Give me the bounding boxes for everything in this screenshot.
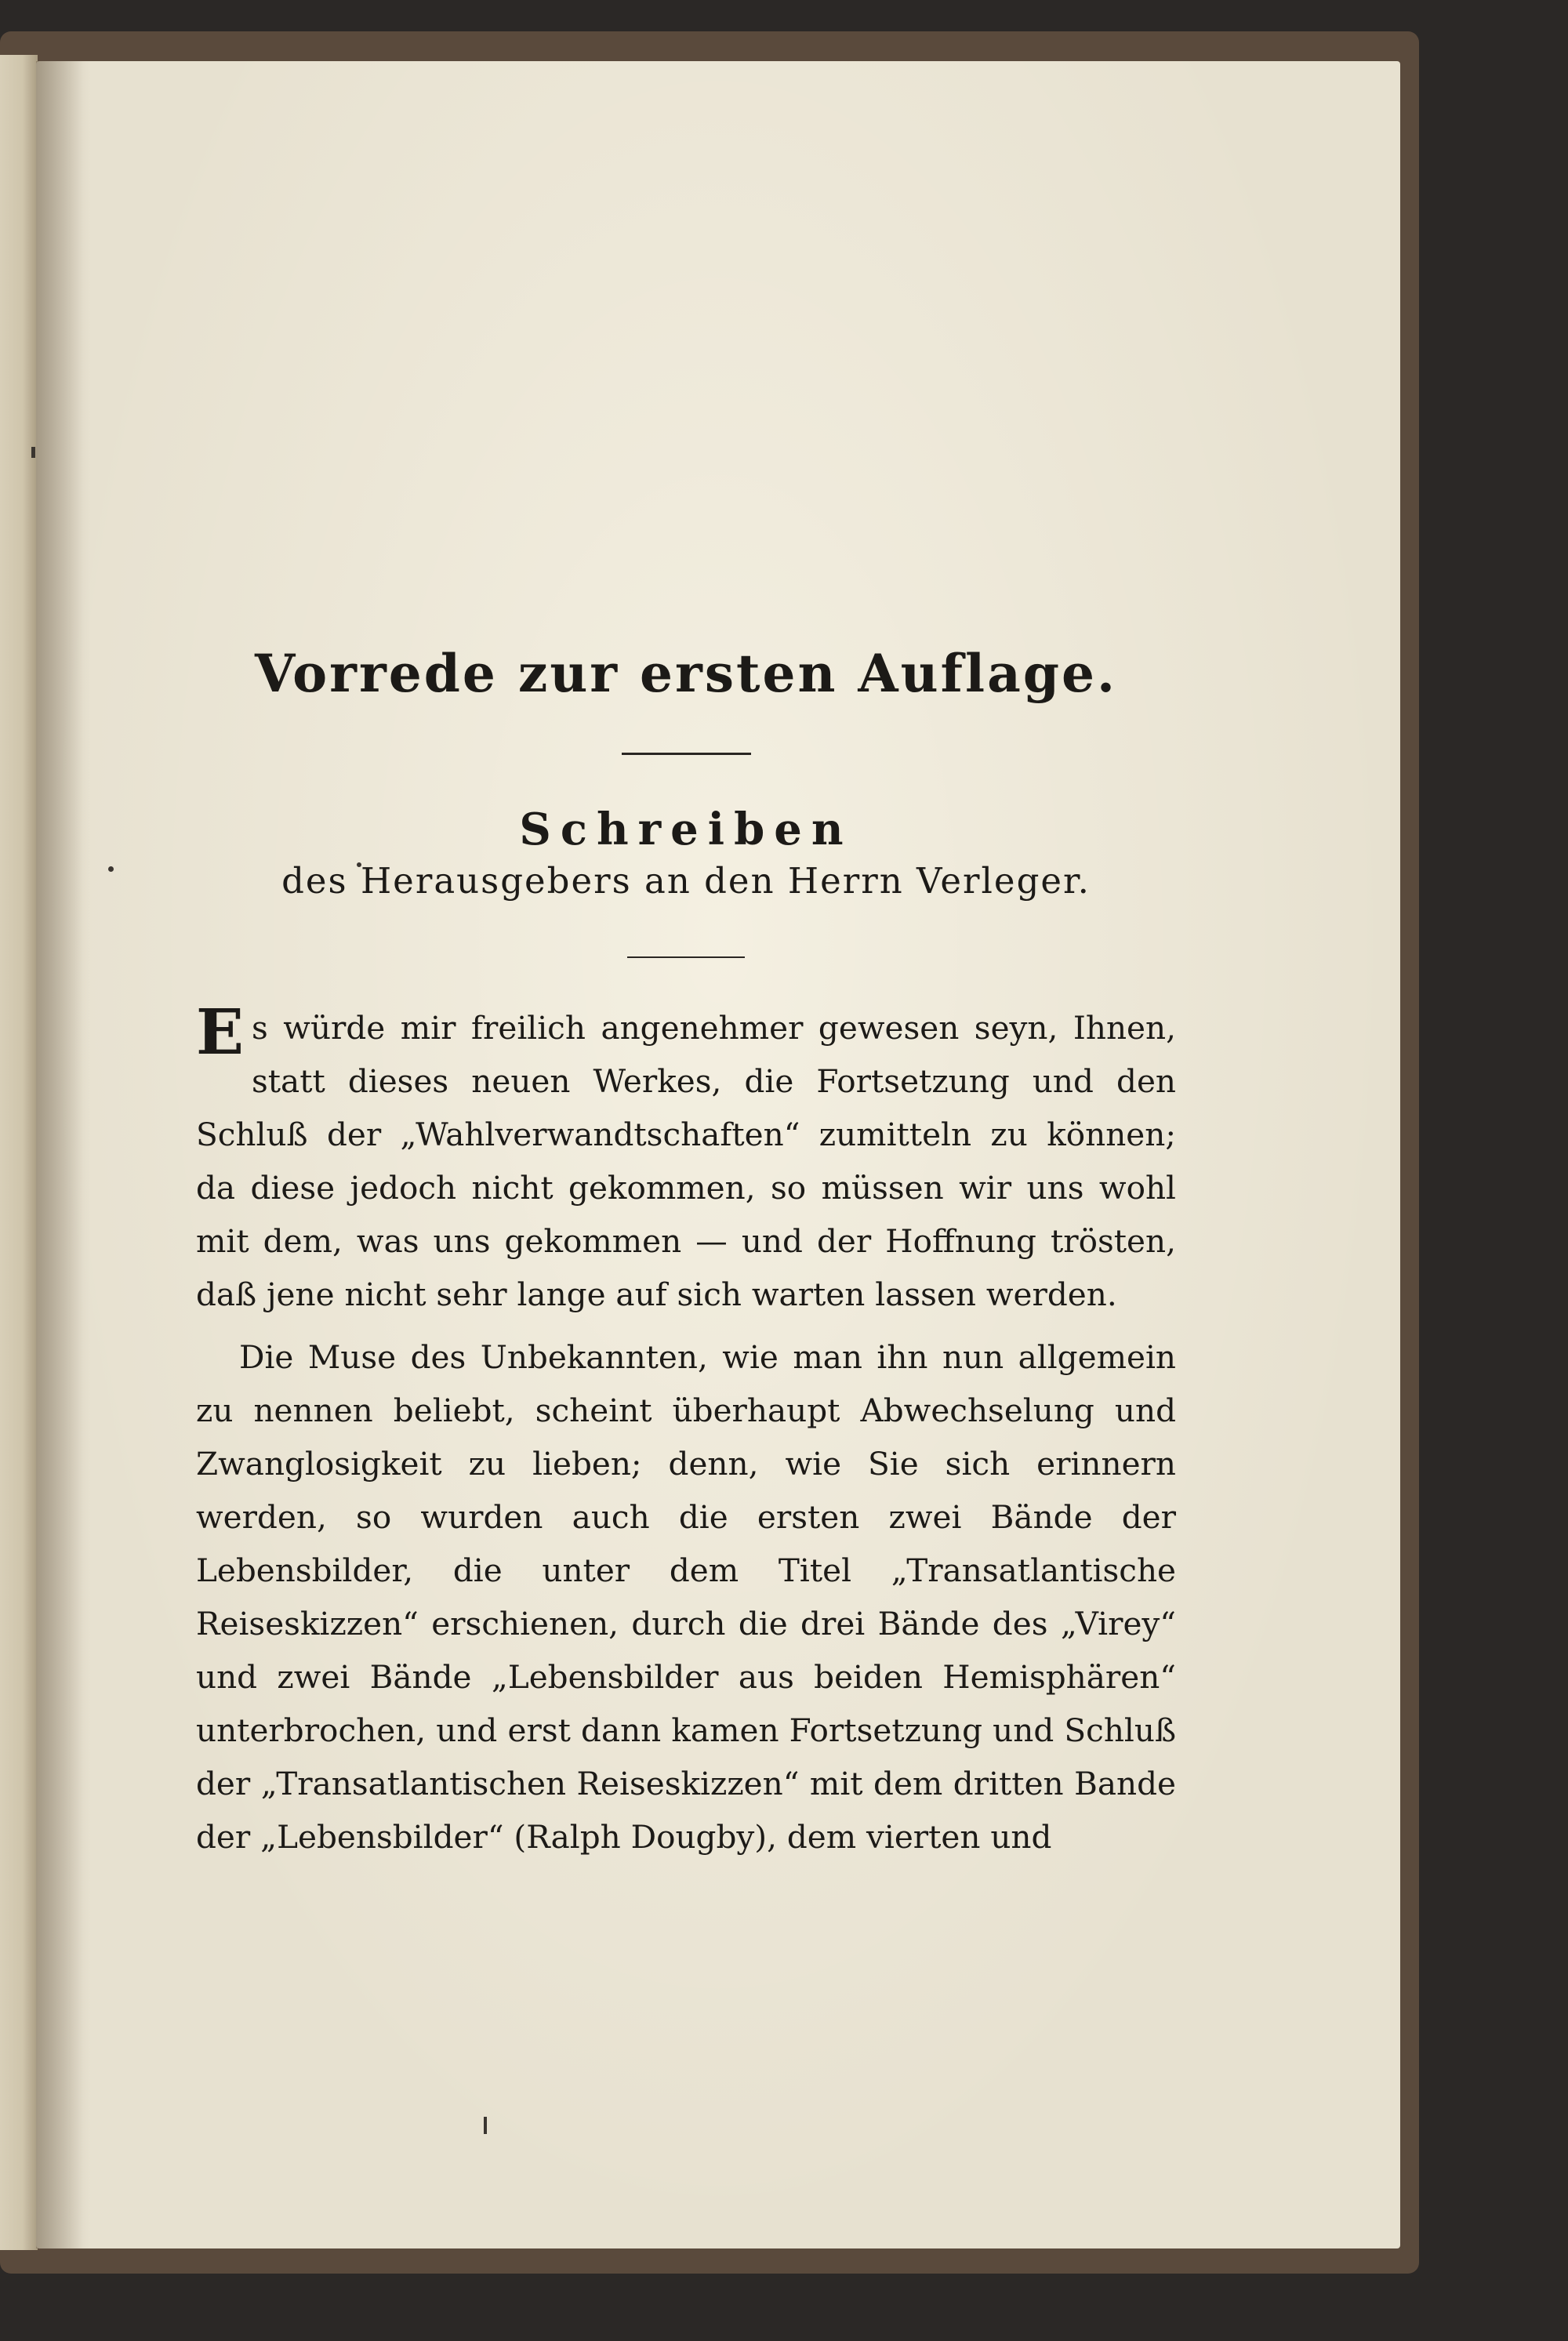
facing-page-edge: [0, 55, 38, 2250]
heading-rule: [622, 753, 751, 755]
ink-speck: [484, 2117, 487, 2134]
page-content: [196, 643, 1176, 1864]
ink-speck: [31, 447, 35, 458]
letter-subheading: des Herausgebers an den Herrn Verleger.: [281, 860, 1091, 902]
drop-cap: E: [196, 995, 244, 1069]
ink-speck: [108, 866, 114, 872]
paragraph-2: Die Muse des Unbekannten, wie man ihn nun allgemein zu nennen beliebt, scheint überhaupt Abwechselung und Zwanglosigkeit zu lieben; denn, wie Sie sich erinnern werden, so wurden auch die ersten zwei Bände der Lebensbilder, die unter dem Titel „Transatlantische Reiseskizzen“ erschienen, durch die drei Bände des „Virey“ und zwei Bände „Lebensbilder aus beiden Hemisphären“ unterbrochen, und erst dann kamen Fortsetzung und Schluß der „Transatlantischen Reiseskizzen“ mit dem dritten Bande der „Lebensbilder“ (Ralph Dougby), dem vierten und: [196, 1338, 1176, 1856]
paragraph-1-text: s würde mir freilich angenehmer gewesen seyn, Ihnen, statt dieses neuen Werkes, die Fortsetzung und den Schluß der „Wahlverwandtschaften“ zumitteln zu können; da diese jedoch nicht gekommen, so müssen wir uns wohl mit dem, was uns gekommen — und der Hoffnung trösten, daß jene nicht sehr lange auf sich warten lassen werden.: [196, 1009, 1176, 1313]
letter-heading: Schreiben: [519, 804, 853, 855]
gutter-shadow: [36, 61, 83, 2248]
preface-heading: Vorrede zur ersten Auflage.: [255, 643, 1117, 704]
subheading-rule: [627, 956, 745, 958]
paragraph-1: [196, 995, 1176, 1321]
